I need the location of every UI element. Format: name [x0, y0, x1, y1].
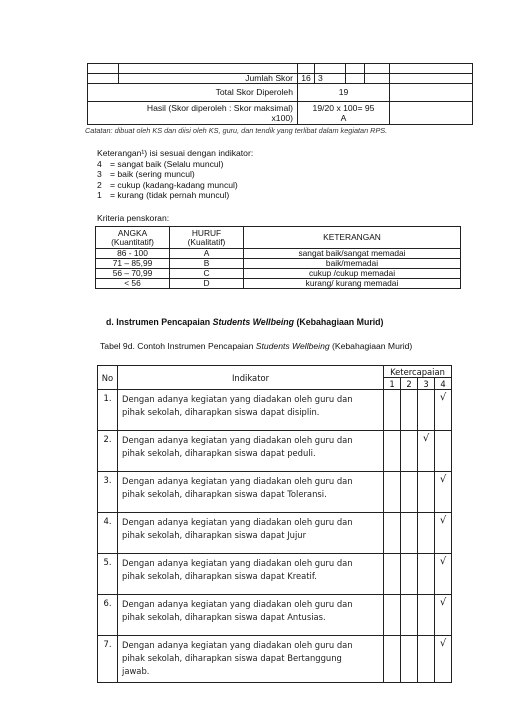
hasil-value [298, 102, 390, 125]
row-number: 6. [98, 595, 118, 636]
checkbox-cell-2[interactable] [401, 513, 418, 554]
jumlah-skor-a: 16 [298, 74, 315, 84]
angka-header-sub: (Kuantitatif) [111, 236, 154, 247]
keterangan-desc: = cukup (kadang-kadang muncul) [110, 179, 238, 190]
table-row [96, 249, 461, 259]
indikator-line: pihak sekolah, diharapkan siswa dapat Jujur [122, 530, 307, 540]
kriteria-cell-ket: kurang/ kurang memadai [244, 279, 461, 289]
indikator-line: pihak sekolah, diharapkan siswa dapat Kreatif. [122, 571, 317, 581]
ketercapaian-header: Ketercapaian [384, 366, 452, 378]
indikator-text [118, 431, 384, 472]
checkbox-cell-4[interactable] [435, 554, 452, 595]
indikator-body [98, 390, 452, 683]
checkbox-cell-3[interactable] [418, 636, 435, 683]
table-row [96, 269, 461, 279]
table-row [96, 279, 461, 289]
hasil-value-line-1: 19/20 x 100= 95 [312, 103, 375, 113]
checkbox-cell-1[interactable] [384, 390, 401, 431]
kriteria-title: Kriteria penskoran: [97, 213, 170, 223]
kriteria-cell-huruf: A [170, 249, 244, 259]
angka-header [96, 227, 170, 249]
checkbox-cell-1[interactable] [384, 554, 401, 595]
row-number: 7. [98, 636, 118, 683]
score-table [87, 63, 473, 125]
table-row [98, 431, 452, 472]
huruf-header-sub: (Kualitatif) [187, 236, 226, 247]
checkbox-cell-2[interactable] [401, 390, 418, 431]
level-header-1: 1 [384, 378, 401, 390]
checkbox-cell-4[interactable] [435, 513, 452, 554]
section-d-heading [106, 317, 384, 327]
check-mark-icon: √ [422, 433, 430, 444]
table-row [98, 636, 452, 683]
keterangan-header: KETERANGAN [244, 227, 461, 249]
level-header-2: 2 [401, 378, 418, 390]
kriteria-cell-angka: 86 - 100 [96, 249, 170, 259]
checkbox-cell-2[interactable] [401, 554, 418, 595]
indikator-line: pihak sekolah, diharapkan siswa dapat Antusias. [122, 612, 326, 622]
table-row [98, 390, 452, 431]
keterangan-score: 3 [97, 169, 102, 180]
indikator-line: pihak sekolah, diharapkan siswa dapat Bertanggung [122, 653, 342, 663]
keterangan-score: 4 [97, 158, 102, 169]
table-row [88, 64, 473, 74]
indikator-line: Dengan adanya kegiatan yang diadakan oleh guru dan [122, 517, 353, 527]
checkbox-cell-2[interactable] [401, 595, 418, 636]
table-header-row [96, 227, 461, 249]
catatan-note: Catatan: dibuat oleh KS dan diisi oleh KS, guru, dan tendik yang terlibat dalam kegiatan RPS. [85, 126, 388, 135]
keterangan-desc: = kurang (tidak pernah muncul) [110, 190, 230, 201]
no-header: No [98, 366, 118, 390]
row-number: 2. [98, 431, 118, 472]
keterangan-desc: = sangat baik (Selalu muncul) [110, 158, 224, 169]
checkbox-cell-3[interactable] [418, 595, 435, 636]
indikator-line: pihak sekolah, diharapkan siswa dapat Toleransi. [122, 489, 327, 499]
list-item [97, 180, 253, 191]
check-mark-icon: √ [439, 515, 447, 526]
indikator-line: jawab. [122, 666, 150, 676]
total-skor-value: 19 [298, 84, 390, 102]
indikator-line: Dengan adanya kegiatan yang diadakan oleh guru dan [122, 435, 353, 445]
table-header-row [98, 366, 452, 378]
jumlah-skor-b: 3 [315, 74, 346, 84]
checkbox-cell-3[interactable] [418, 554, 435, 595]
hasil-value-line-2: A [340, 113, 347, 123]
level-header-4: 4 [435, 378, 452, 390]
kriteria-cell-ket: sangat baik/sangat memadai [244, 249, 461, 259]
checkbox-cell-1[interactable] [384, 636, 401, 683]
table-row [88, 84, 473, 102]
indikator-line: Dengan adanya kegiatan yang diadakan oleh guru dan [122, 640, 353, 650]
indikator-line: Dengan adanya kegiatan yang diadakan oleh guru dan [122, 476, 353, 486]
keterangan-block [97, 148, 253, 201]
indikator-text [118, 595, 384, 636]
checkbox-cell-3[interactable] [418, 513, 435, 554]
kriteria-cell-huruf: B [170, 259, 244, 269]
check-mark-icon: √ [439, 597, 447, 608]
kriteria-cell-ket: cukup /cukup memadai [244, 269, 461, 279]
indikator-header: Indikator [118, 366, 384, 390]
kriteria-cell-angka: 56 – 70,99 [96, 269, 170, 279]
indikator-table [97, 365, 452, 683]
indikator-line: pihak sekolah, diharapkan siswa dapat disiplin. [122, 407, 320, 417]
section-d-suffix: (Kebahagiaan Murid) [294, 317, 384, 327]
tabel-9d-italic: Students Wellbeing [255, 341, 330, 351]
jumlah-skor-label: Jumlah Skor [119, 74, 298, 84]
checkbox-cell-2[interactable] [401, 431, 418, 472]
keterangan-desc: = baik (sering muncul) [110, 169, 195, 180]
keterangan-score: 2 [97, 179, 102, 190]
list-item [97, 190, 253, 201]
huruf-header-label: HURUF [191, 227, 222, 238]
angka-header-label: ANGKA [117, 227, 148, 238]
indikator-text [118, 390, 384, 431]
table-row [98, 554, 452, 595]
kriteria-cell-ket: baik/memadai [244, 259, 461, 269]
section-d-italic: Students Wellbeing [212, 317, 295, 327]
indikator-text [118, 472, 384, 513]
row-number: 4. [98, 513, 118, 554]
section-d-prefix: d. Instrumen Pencapaian [106, 317, 213, 327]
kriteria-body [96, 249, 461, 289]
checkbox-cell-4[interactable] [435, 636, 452, 683]
tabel-9d-suffix: (Kebahagiaan Murid) [329, 341, 413, 351]
checkbox-cell-4[interactable] [435, 390, 452, 431]
level-header-3: 3 [418, 378, 435, 390]
hasil-label-line-1: Hasil (Skor diperoleh : Skor maksimal) [146, 103, 293, 113]
kriteria-cell-angka: < 56 [96, 279, 170, 289]
kriteria-cell-huruf: D [170, 279, 244, 289]
table-row [98, 595, 452, 636]
checkbox-cell-2[interactable] [401, 472, 418, 513]
checkbox-cell-1[interactable] [384, 513, 401, 554]
indikator-line: pihak sekolah, diharapkan siswa dapat peduli. [122, 448, 316, 458]
check-mark-icon: √ [439, 474, 447, 485]
kriteria-cell-angka: 71 – 85,99 [96, 259, 170, 269]
check-mark-icon: √ [439, 638, 447, 649]
total-skor-label: Total Skor Diperoleh [88, 84, 298, 102]
huruf-header [170, 227, 244, 249]
indikator-text [118, 636, 384, 683]
table-row [98, 513, 452, 554]
hasil-label [88, 102, 298, 125]
row-number: 1. [98, 390, 118, 431]
keterangan-list [97, 159, 253, 201]
row-number: 3. [98, 472, 118, 513]
checkbox-cell-4[interactable] [435, 431, 452, 472]
kriteria-cell-huruf: C [170, 269, 244, 279]
check-mark-icon: √ [439, 556, 447, 567]
keterangan-title: Keterangan¹) isi sesuai dengan indikator: [97, 148, 254, 158]
tabel-9d-prefix: Tabel 9d. Contoh Instrumen Pencapaian [100, 341, 256, 351]
table-row [88, 74, 473, 84]
check-mark-icon: √ [439, 392, 447, 403]
checkbox-cell-2[interactable] [401, 636, 418, 683]
checkbox-cell-3[interactable] [418, 431, 435, 472]
table-row [96, 259, 461, 269]
list-item [97, 169, 253, 180]
checkbox-cell-3[interactable] [418, 472, 435, 513]
kriteria-table [95, 226, 461, 289]
indikator-text [118, 554, 384, 595]
checkbox-cell-4[interactable] [435, 595, 452, 636]
indikator-text [118, 513, 384, 554]
indikator-line: Dengan adanya kegiatan yang diadakan oleh guru dan [122, 394, 353, 404]
row-number: 5. [98, 554, 118, 595]
table-row [98, 472, 452, 513]
tabel-9d-caption [100, 341, 412, 351]
checkbox-cell-4[interactable] [435, 472, 452, 513]
checkbox-cell-1[interactable] [384, 472, 401, 513]
table-row [88, 102, 473, 125]
checkbox-cell-3[interactable] [418, 390, 435, 431]
checkbox-cell-1[interactable] [384, 595, 401, 636]
checkbox-cell-1[interactable] [384, 431, 401, 472]
indikator-line: Dengan adanya kegiatan yang diadakan oleh guru dan [122, 558, 353, 568]
indikator-line: Dengan adanya kegiatan yang diadakan oleh guru dan [122, 599, 353, 609]
list-item [97, 159, 253, 170]
keterangan-score: 1 [97, 190, 102, 201]
hasil-label-line-2: x100) [271, 113, 293, 123]
